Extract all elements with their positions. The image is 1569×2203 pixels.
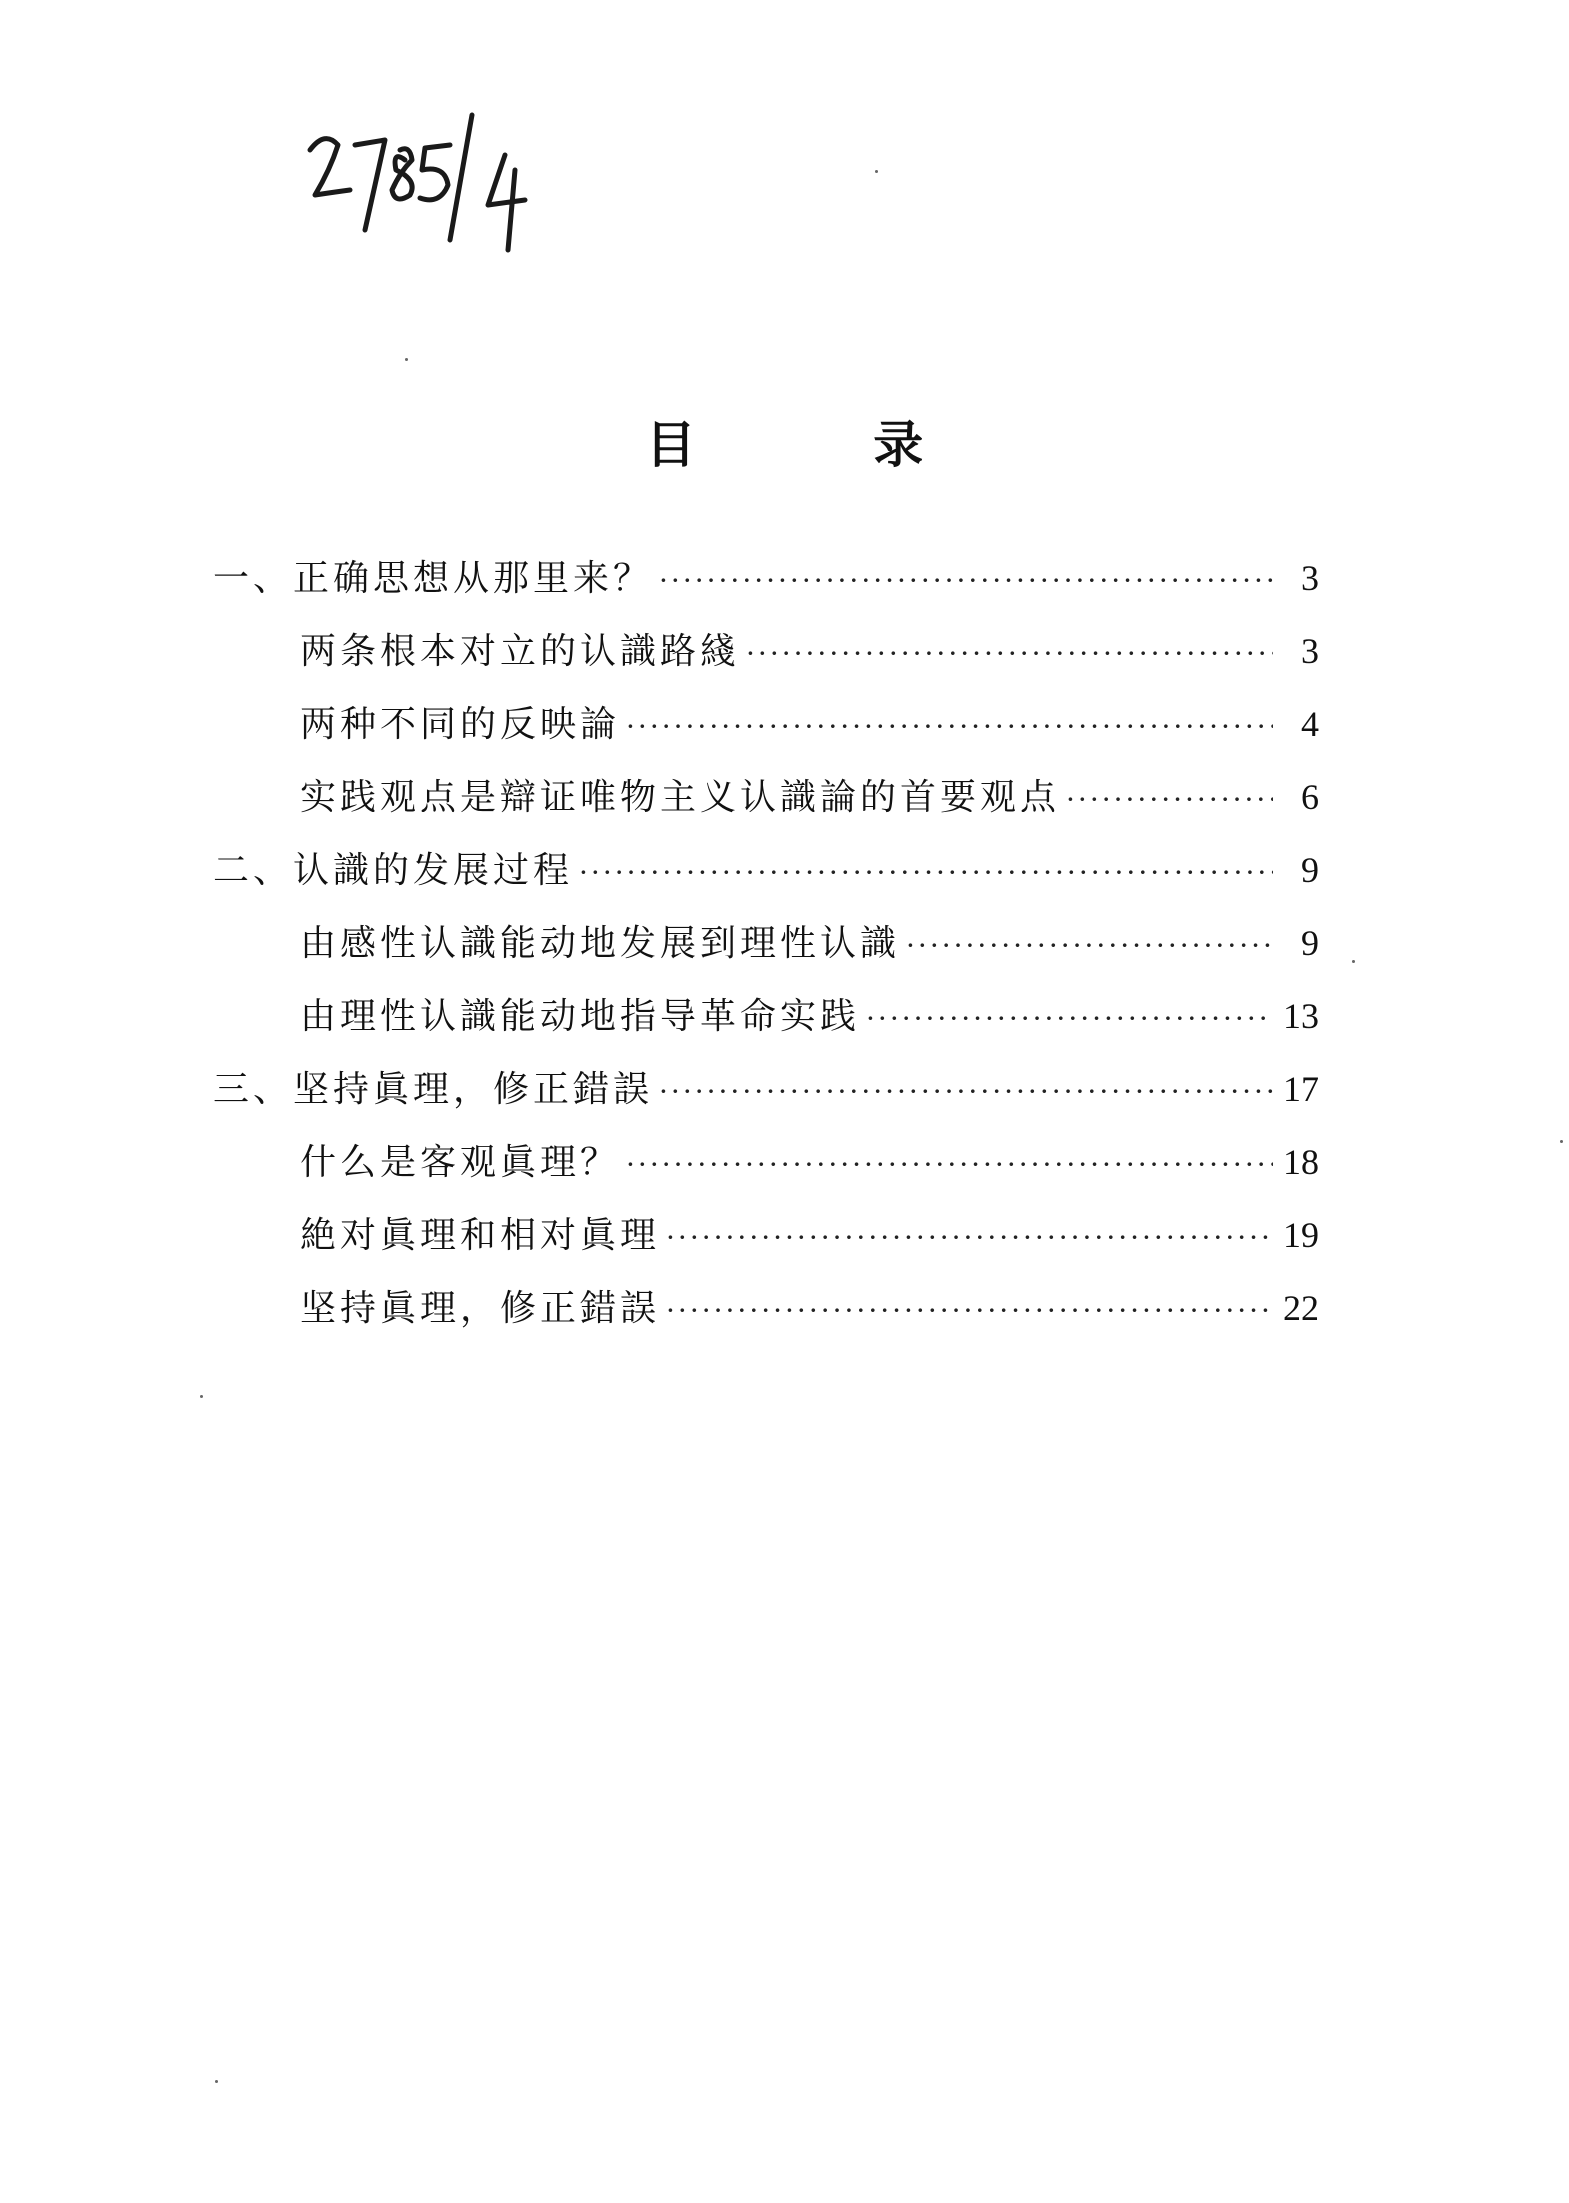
toc-page-number: 4 <box>1301 704 1319 744</box>
toc-leader-dots <box>659 551 1273 611</box>
scan-speck <box>405 358 408 361</box>
toc-entry <box>300 913 1319 973</box>
toc-entry-label: 两种不同的反映論 <box>300 704 621 745</box>
scan-speck <box>200 1395 203 1398</box>
toc-page-number: 22 <box>1283 1288 1319 1328</box>
toc-leader-dots <box>626 1135 1273 1195</box>
toc-page-number: 19 <box>1283 1215 1319 1255</box>
scan-speck <box>875 170 878 173</box>
toc-page-number: 17 <box>1283 1069 1319 1109</box>
toc-entry <box>300 767 1319 827</box>
page-title: 目 录 <box>645 416 1004 474</box>
toc-entry-label: 三、坚持眞理，修正錯誤 <box>213 1069 654 1110</box>
toc-leader-dots <box>579 843 1273 903</box>
toc-leader-dots <box>666 1208 1273 1268</box>
toc-page-number: 3 <box>1301 558 1319 598</box>
toc-page-number: 13 <box>1283 996 1319 1036</box>
scan-speck <box>215 2080 218 2083</box>
scan-speck <box>1352 960 1355 963</box>
toc-entry <box>213 840 1319 900</box>
toc-leader-dots <box>659 1062 1273 1122</box>
toc-entry-label: 两条根本对立的认識路綫 <box>300 631 741 672</box>
toc-entry-label: 由感性认識能动地发展到理性认識 <box>300 923 901 964</box>
toc-leader-dots <box>866 989 1273 1049</box>
toc-entry <box>300 694 1319 754</box>
toc-page-number: 9 <box>1301 850 1319 890</box>
toc-page-number: 3 <box>1301 631 1319 671</box>
toc-leader-dots <box>746 624 1273 684</box>
toc-entry <box>213 1059 1319 1119</box>
toc-entry <box>300 986 1319 1046</box>
toc-entry <box>300 1205 1319 1265</box>
toc-page-number: 9 <box>1301 923 1319 963</box>
toc-leader-dots <box>1066 770 1273 830</box>
handwritten-catalog-number <box>300 100 560 260</box>
toc-entry-label: 由理性认識能动地指导革命实践 <box>300 996 861 1037</box>
toc-entry-label: 坚持眞理，修正錯誤 <box>300 1288 661 1329</box>
toc-leader-dots <box>626 697 1273 757</box>
toc-page-number: 18 <box>1283 1142 1319 1182</box>
toc-entry-label: 实践观点是辯证唯物主义认識論的首要观点 <box>300 777 1061 818</box>
toc-leader-dots <box>906 916 1273 976</box>
scan-speck <box>1560 1140 1563 1143</box>
toc-entry-label: 一、正确思想从那里来？ <box>213 558 654 599</box>
toc-entry-label: 二、认識的发展过程 <box>213 850 574 891</box>
toc-page-number: 6 <box>1301 777 1319 817</box>
toc-entry-label: 絶对眞理和相对眞理 <box>300 1215 661 1256</box>
toc-entry <box>300 1278 1319 1338</box>
toc-entry-label: 什么是客观眞理？ <box>300 1142 621 1183</box>
toc-entry <box>300 1132 1319 1192</box>
toc-entry <box>300 621 1319 681</box>
toc-entry <box>213 548 1319 608</box>
toc-leader-dots <box>666 1281 1273 1341</box>
